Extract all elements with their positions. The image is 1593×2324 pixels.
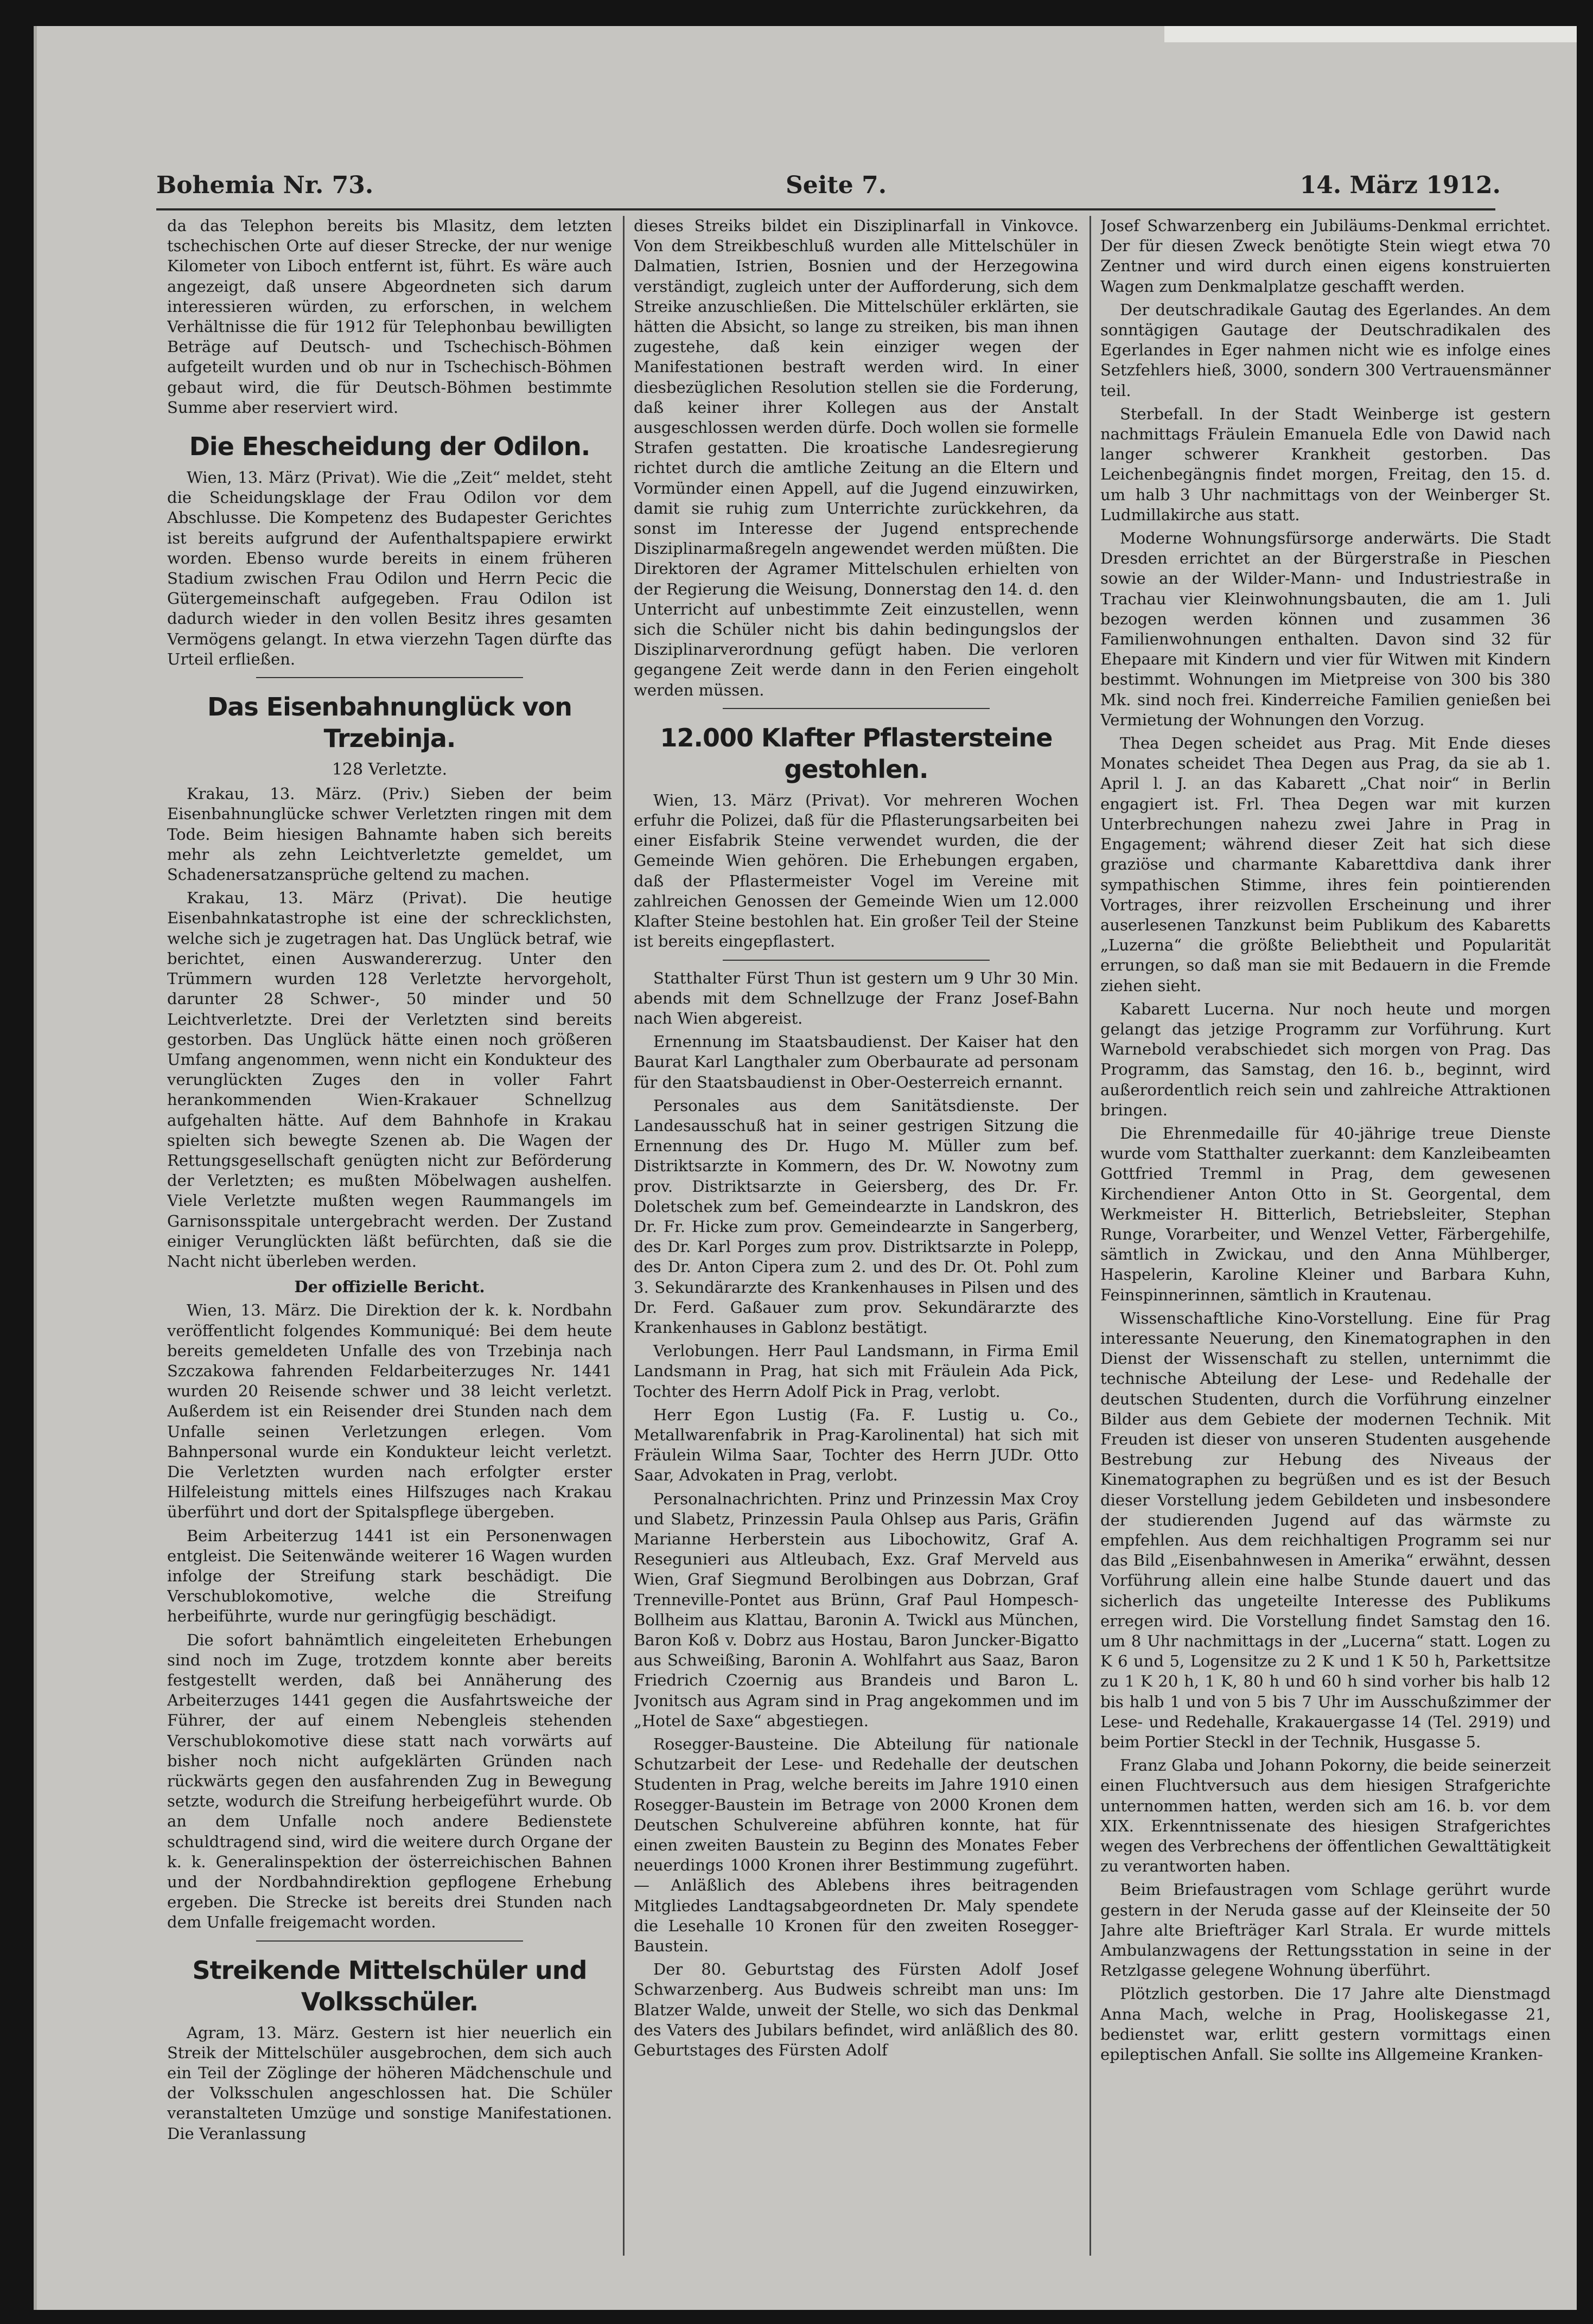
article-continuation: da das Telephon bereits bis Mlasitz, dem letzten tschechischen Orte auf dieser Strecke, der nur wenige Kilometer von Liboch entfernt ist, führt. Es wäre auch angezeigt, daß unsere Abgeordneten sich darum interessieren würden, zu erforschen, in welchem Verhältnisse die für 1912 für Telephonbau bewilligten Beträge auf Deutsch- und Tschechisch-Böhmen aufgeteilt wurden und ob nur in Tschechisch-Böhmen gebaut wird, die für Deutsch-Böhmen bestimmte Summe aber reserviert wird. xyxy=(167,216,612,417)
article-odilon: Wien, 13. März (Privat). Wie die „Zeit“ meldet, steht die Scheidungsklage der Frau Odilon vor dem Abschlusse. Die Kompetenz des Budapester Gerichtes ist bereits aufgrund der Aufenthaltspapiere erwirkt worden. Ebenso wurde bereits in einem früheren Stadium zwischen Frau Odilon und Herrn Pecic die Gütergemeinschaft aufgegeben. Frau Odilon ist dadurch wieder in den vollen Besitz ihres gesamten Vermögens gelangt. In etwa vierzehn Tagen dürfte das Urteil erfließen. xyxy=(167,468,612,668)
news-item: Kabarett Lucerna. Nur noch heute und morgen gelangt das jetzige Programm zur Vorführung. Kurt Warnebold verabschiedet sich morgen von Prag. Das Programm, das Samstag, den 16. b., beginnt, wird außerordentlich reich sein und zahlreiche Attraktionen bringen. xyxy=(1100,999,1551,1119)
article-paragraph: Die sofort bahnämtlich eingeleiteten Erhebungen sind noch im Zuge, trotzdem konnte aber bereits festgestellt werden, daß bei Annäherung des Arbeiterzuges 1441 gegen die Ausfahrtsweiche der Führer, der auf einem Nebengleis stehenden Verschublokomotive diese statt nach vorwärts auf bisher noch nicht aufgeklärten Gründen nach rückwärts gegen den ausfahrenden Zug in Bewegung setzte, wodurch die Streifung herbeigeführt wurde. Ob an dem Unfalle noch andere Bedienstete schuldtragend sind, wird die weitere durch Organe der k. k. Generalinspektion der österreichischen Bahnen und der Nordbahndirektion gepflogene Erhebung ergeben. Die Strecke ist bereits drei Stunden nach dem Unfalle freigemacht worden. xyxy=(167,1630,612,1932)
headline-odilon: Die Ehescheidung der Odilon. xyxy=(189,432,590,462)
article-paragraph: Wien, 13. März. Die Direktion der k. k. Nordbahn veröffentlicht folgendes Kommuniqué: Bei dem heute bereits gemeldeten Unfalle des von Trzebinja nach Szczakowa fahrenden Feldarbeiterzuges Nr. 1441 wurden 20 Reisende schwer und 38 leicht verletzt. Außerdem ist ein Reisender drei Stunden nach dem Unfalle seinen Verletzungen erlegen. Vom Bahnpersonal wurde ein Kondukteur leicht verletzt. Die Verletzten wurden nach erfolgter erster Hilfeleistung mittels eines Hilfszuges nach Krakau überführt und dort der Spitalspflege übergeben. xyxy=(167,1301,612,1522)
news-item: Ernennung im Staatsbaudienst. Der Kaiser hat den Baurat Karl Langthaler zum Oberbaurate ad personam für den Staatsbaudienst in Ober-Oesterreich ernannt. xyxy=(634,1032,1079,1091)
article-paragraph: Beim Arbeiterzug 1441 ist ein Personenwagen entgleist. Die Seitenwände weiterer 16 Wagen wurden infolge der Streifung stark beschädigt. Die Verschublokomotive, welche die Streifung herbeiführte, wurde nur geringfügig beschädigt. xyxy=(167,1526,612,1626)
news-item: Sterbefall. In der Stadt Weinberge ist gestern nachmittags Fräulein Emanuela Edle von Dawid nach langer schwerer Krankheit gestorben. Das Leichenbegängnis findet morgen, Freitag, den 15. d. um halb 3 Uhr nachmittags von der Weinberger St. Ludmillakirche aus statt. xyxy=(1100,404,1551,524)
separator xyxy=(256,677,523,678)
article-continuation: dieses Streiks bildet ein Disziplinarfall in Vinkovce. Von dem Streikbeschluß wurden alle Mittelschüler in Dalmatien, Istrien, Bosnien und der Herzegowina verständigt, zugleich unter der Aufforderung, sich dem Streike anzuschließen. Die Mittelschüler erklärten, sie hätten die Absicht, so lange zu streiken, bis man ihnen zugestehe, daß kein einziger wegen der Manifestationen bestraft werden wird. In einer diesbezüglichen Resolution stellen sie die Forderung, daß keiner ihrer Kollegen aus der Anstalt ausgeschlossen werden dürfe. Doch wollen sie formelle Strafen gestatten. Die kroatische Landesregierung richtet durch die amtliche Zeitung an die Eltern und Vormünder einen Appell, auf die Jugend einzuwirken, damit sie ruhig zum Unterrichte zurückkehren, da sonst im Interesse der Jugend entsprechende Disziplinarmaßregeln angewendet werden müßten. Die Direktoren der Agramer Mittelschulen erhielten von der Regierung die Weisung, Donnerstag den 14. d. den Unterricht auf unbestimmte Zeit einzustellen, wenn sich die Schüler nicht bis dahin bedingungslos der Disziplinarverordnung gefügt haben. Die verloren gegangene Zeit werde dann in den Ferien eingeholt werden müssen. xyxy=(634,216,1079,699)
column-1 xyxy=(167,216,612,2256)
header-rule xyxy=(156,208,1495,210)
separator xyxy=(723,708,990,709)
news-item: Verlobungen. Herr Paul Landsmann, in Firma Emil Landsmann in Prag, hat sich mit Fräulein Ada Pick, Tochter des Herrn Adolf Pick in Prag, verlobt. xyxy=(634,1342,1079,1401)
headline-streik: Streikende Mittelschüler und Volksschüler. xyxy=(192,1955,587,2016)
column-divider xyxy=(623,216,625,2256)
subheadline-verletzte: 128 Verletzte. xyxy=(332,760,448,780)
newspaper-page xyxy=(34,26,1577,2310)
article-continuation: Josef Schwarzenberg ein Jubiläums-Denkmal errichtet. Der für diesen Zweck benötigte Stein wiegt etwa 70 Zentner und wird durch einen eigens konstruierten Wagen zum Denkmalplatze geschafft werden. xyxy=(1100,216,1551,296)
headline-pflastersteine: 12.000 Klafter Pflastersteine gestohlen. xyxy=(660,723,1053,784)
column-divider xyxy=(1089,216,1091,2256)
column-3 xyxy=(1100,216,1551,2256)
news-item: Beim Briefaustragen vom Schlage gerührt wurde gestern in der Neruda gasse auf der Kleinseite der 50 Jahre alte Briefträger Karl Strala. Er wurde mittels Ambulanzwagens der Rettungsstation in seine in der Retzlgasse gelegene Wohnung überführt. xyxy=(1100,1880,1551,1980)
article-paragraph: Agram, 13. März. Gestern ist hier neuerlich ein Streik der Mittelschüler ausgebrochen, dem sich auch ein Teil der Zöglinge der höheren Mädchenschule und der Volksschulen angeschlossen hat. Die Schüler veranstalteten Umzüge und sonstige Manifestationen. Die Veranlassung xyxy=(167,2023,612,2143)
separator xyxy=(723,960,990,961)
page-number: Seite 7. xyxy=(786,171,887,199)
issue-date: 14. März 1912. xyxy=(1299,171,1501,199)
column-2 xyxy=(634,216,1079,2256)
news-item: Die Ehrenmedaille für 40-jährige treue Dienste wurde vom Statthalter zuerkannt: dem Kanzleibeamten Gottfried Tremml in Prag, dem gewesenen Kirchendiener Anton Otto in St. Georgental, dem Werkmeister H. Bitterlich, Betriebsleiter, Stephan Runge, Vorarbeiter, und Wenzel Vetter, Färbergehilfe, sämtlich in Zwickau, und den Anna Mühlberger, Haspelerin, Karoline Kleiner und Barbara Kuhn, Feinspinnerinnen, sämtlich in Krautenau. xyxy=(1100,1123,1551,1304)
news-item: Plötzlich gestorben. Die 17 Jahre alte Dienstmagd Anna Mach, welche in Prag, Hooliskegasse 21, bedienstet war, erlitt gestern vormittags einen epileptischen Anfall. Sie sollte ins Allgemeine Kranken- xyxy=(1100,1984,1551,2064)
news-item: Moderne Wohnungsfürsorge anderwärts. Die Stadt Dresden errichtet an der Bürgerstraße in Pieschen sowie an der Wilder-Mann- und Industriestraße in Trachau vier Kleinwohnungsbauten, die am 1. Juli bezogen werden können und zusammen 36 Familienwohnungen enthalten. Davon sind 32 für Ehepaare mit Kindern und vier für Witwen mit Kindern bestimmt. Wohnungen im Mietpreise von 300 bis 380 Mk. sind noch frei. Kinderreiche Familien genießen bei Vermietung der Wohnungen den Vorzug. xyxy=(1100,529,1551,729)
article-paragraph: Krakau, 13. März (Privat). Die heutige Eisenbahnkatastrophe ist eine der schrecklichsten, welche sich je zugetragen hat. Das Unglück betraf, wie berichtet, einen Auswandererzug. Unter den Trümmern wurden 128 Verletzte hervorgeholt, darunter 28 Schwer-, 50 minder und 50 Leichtverletzte. Drei der Verletzten sind bereits gestorben. Das Unglück hätte einen noch größeren Umfang angenommen, wenn nicht ein Kondukteur des verunglückten Zuges den in voller Fahrt herankommenden Wien-Krakauer Schnellzug aufgehalten hätte. Auf dem Bahnhofe in Krakau spielten sich bewegte Szenen ab. Die Wagen der Rettungsgesellschaft genügten nicht zur Beförderung der Verletzten; es mußten Möbelwagen aushelfen. Viele Verletzte mußten wegen Raummangels im Garnisonsspitale untergebracht werden. Der Zustand einiger Verunglückten läßt befürchten, daß sie die Nacht nicht überleben werden. xyxy=(167,889,612,1270)
news-item: Der deutschradikale Gautag des Egerlandes. An dem sonntägigen Gautage der Deutschradikalen des Egerlandes in Eger nahmen nicht wie es infolge eines Setzfehlers hieß, 3000, sondern 300 Vertrauensmänner teil. xyxy=(1100,300,1551,400)
news-item: Wissenschaftliche Kino-Vorstellung. Eine für Prag interessante Neuerung, den Kinematographen in den Dienst der Wissenschaft zu stellen, unternimmt die technische Abteilung der Lese- und Redehalle der deutschen Studenten, durch die Vorführung einzelner Bilder aus dem Gebiete der modernen Technik. Mit Freuden ist dieser von unseren Studenten ausgehende Bestrebung zur Hebung des Niveaus der Kinematographen zu begrüßen und es ist der Besuch dieser Vorstellung jedem Gebildeten und insbesondere der studierenden Jugend auf das wärmste zu empfehlen. Aus dem reichhaltigen Programm sei nur das Bild „Eisenbahnwesen in Amerika“ erwähnt, dessen Vorführung allein eine halbe Stunde dauert und das sicherlich das ungeteilte Interesse des Publikums erregen wird. Die Vorstellung findet Samstag den 16. um 8 Uhr nachmittags in der „Lucerna“ statt. Logen zu K 6 und 5, Logensitze zu 2 K und 1 K 50 h, Parkettsitze zu 1 K 20 h, 1 K, 80 h und 60 h sind vorher bis halb 12 bis halb 1 und von 5 bis 7 Uhr im Ausschußzimmer der Lese- und Redehalle, Krakauergasse 14 (Tel. 2919) und beim Portier Steckl in der Technik, Husgasse 5. xyxy=(1100,1308,1551,1752)
news-item: Thea Degen scheidet aus Prag. Mit Ende dieses Monates scheidet Thea Degen aus Prag, da sie ab 1. April l. J. an das Kabarett „Chat noir“ in Berlin engagiert ist. Frl. Thea Degen war mit kurzen Unterbrechungen nahezu zwei Jahre in Prag in Engagement; während dieser Zeit hat sich diese graziöse und charmante Kabarettdiva dank ihrer sympathischen Stimme, ihres fein pointierenden Vortrages, ihrer reizvollen Erscheinung und ihrer auserlesenen Tanzkunst beim Publikum des Kabaretts „Luzerna“ die größte Beliebtheit und Popularität errungen, so daß man sie mit Bedauern in die Fremde ziehen sieht. xyxy=(1100,734,1551,995)
page-header xyxy=(156,171,1501,209)
news-item: Der 80. Geburtstag des Fürsten Adolf Josef Schwarzenberg. Aus Budweis schreibt man uns: Im Blatzer Walde, unweit der Stelle, wo sich das Denkmal des Vaters des Jubilars befindet, wird anläßlich des 80. Geburtstages des Fürsten Adolf xyxy=(634,1960,1079,2060)
separator xyxy=(256,1940,523,1942)
news-item: Herr Egon Lustig (Fa. F. Lustig u. Co., Metallwarenfabrik in Prag-Karolinental) hat sich mit Fräulein Wilma Saar, Tochter des Herrn JUDr. Otto Saar, Advokaten in Prag, verlobt. xyxy=(634,1405,1079,1485)
news-item: Personales aus dem Sanitätsdienste. Der Landesausschuß hat in seiner gestrigen Sitzung die Ernennung des Dr. Hugo M. Müller zum bef. Distriktsarzte in Kommern, des Dr. W. Nowotny zum prov. Distriktsarzte in Geiersberg, des Dr. Fr. Doletschek zum bef. Gemeindearzte in Landskron, des Dr. Fr. Hicke zum prov. Gemeindearzte in Sangerberg, des Dr. Karl Porges zum prov. Distriktsarzte in Polepp, des Dr. Anton Cipera zum 2. und des Dr. Ot. Pohl zum 3. Sekundärarzte des Krankenhauses in Pilsen und des Dr. Ferd. Gaßauer zum prov. Sekundärarzte des Krankenhauses in Gablonz bestätigt. xyxy=(634,1096,1079,1337)
scan-edge xyxy=(1164,26,1577,42)
article-paragraph: Wien, 13. März (Privat). Vor mehreren Wochen erfuhr die Polizei, daß für die Pflasterungsarbeiten bei einer Eisfabrik Steine verwendet wurden, die der Gemeinde Wien gehören. Die Erhebungen ergaben, daß der Pflastermeister Vogel im Vereine mit zahlreichen Genossen der Gemeinde Wien um 12.000 Klafter Steine bestohlen hat. Ein großer Teil der Steine ist bereits eingepflastert. xyxy=(634,790,1079,951)
news-item: Franz Glaba und Johann Pokorny, die beide seinerzeit einen Fluchtversuch aus dem hiesigen Strafgerichte unternommen hatten, werden sich am 16. b. vor dem XIX. Erkenntnissenate des hiesigen Strafgerichtes wegen des Verbrechens der öffentlichen Gewalttätigkeit zu verantworten haben. xyxy=(1100,1756,1551,1876)
news-item: Statthalter Fürst Thun ist gestern um 9 Uhr 30 Min. abends mit dem Schnellzuge der Franz Josef-Bahn nach Wien abgereist. xyxy=(634,968,1079,1027)
news-item: Rosegger-Bausteine. Die Abteilung für nationale Schutzarbeit der Lese- und Redehalle der deutschen Studenten in Prag, welche bereits im Jahre 1910 einen Rosegger-Baustein im Betrage von 2000 Kronen dem Deutschen Schulvereine abführen konnte, hat für einen zweiten Baustein zu Beginn des Monates Feber neuerdings 1000 Kronen ihrer Bestimmung zugeführt. — Anläßlich des Ablebens ihres beitragenden Mitgliedes Landtagsabgeordneten Dr. Maly spendete die Lesehalle 10 Kronen für den zweiten Rosegger-Baustein. xyxy=(634,1735,1079,1956)
headline-eisenbahnunglueck: Das Eisenbahnunglück von Trzebinja. xyxy=(207,692,572,754)
news-item: Personalnachrichten. Prinz und Prinzessin Max Croy und Slabetz, Prinzessin Paula Ohlsep aus Paris, Gräfin Marianne Herberstein aus Libochowitz, Graf A. Resegunieri aus Altleubach, Exz. Graf Merveld aus Wien, Graf Siegmund Berolbingen aus Dobrzan, Graf Trenneville-Pontet aus Brünn, Graf Paul Hompesch-Bollheim aus Klattau, Baronin A. Twickl aus München, Baron Koß v. Dobrz aus Hostau, Baron Juncker-Bigatto aus Schweißing, Baronin A. Wohlfahrt aus Saaz, Baron Friedrich Czoernig aus Brandeis und Baron L. Jvonitsch aus Agram sind in Prag angekommen und im „Hotel de Saxe“ abgestiegen. xyxy=(634,1489,1079,1730)
masthead-issue: Bohemia Nr. 73. xyxy=(156,171,374,199)
article-paragraph: Krakau, 13. März. (Priv.) Sieben der beim Eisenbahnunglücke schwer Verletzten ringen mit dem Tode. Beim hiesigen Bahnamte haben sich bereits mehr als zehn Leichtverletzte gemeldet, um Schadenersatzansprüche geltend zu machen. xyxy=(167,784,612,884)
subheadline-bericht: Der offizielle Bericht. xyxy=(294,1278,485,1297)
